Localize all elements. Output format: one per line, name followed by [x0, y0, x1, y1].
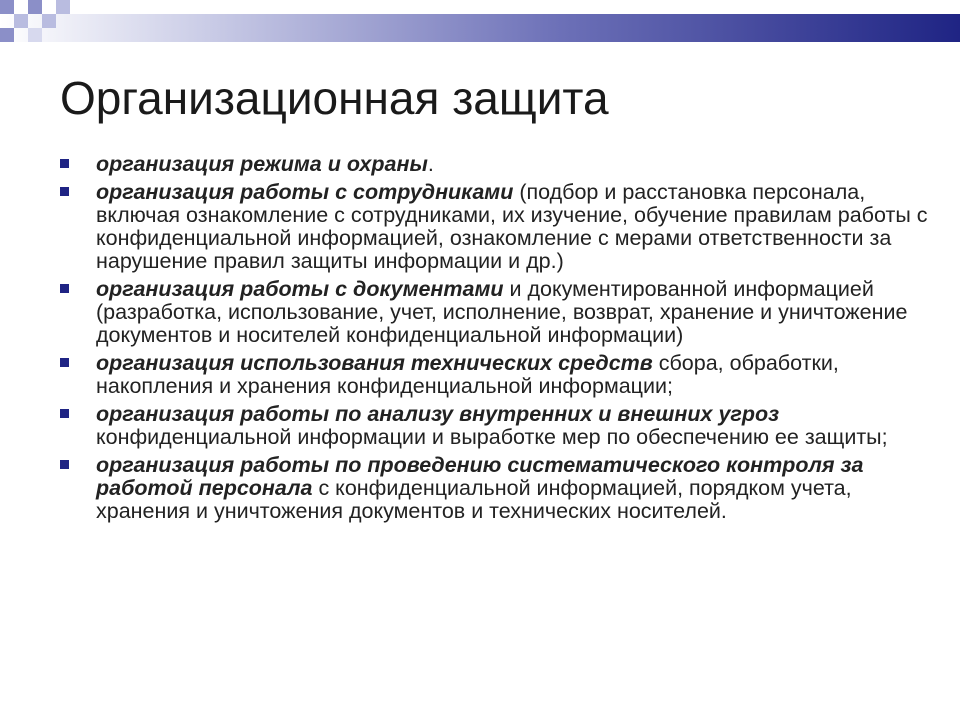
- decor-square: [42, 14, 56, 28]
- list-item: [58, 403, 938, 449]
- decor-square: [0, 28, 14, 42]
- square-bullet-icon: [60, 409, 69, 418]
- list-item: [58, 454, 938, 523]
- decor-square: [56, 0, 70, 14]
- item-body: .: [427, 152, 434, 176]
- item-body: (подбор и расстановка персонала, включая ознакомление с сотрудниками, их изучение, обучение правилам работы с конфиденциальной информацией, ознакомление с мерами ответственности за нарушение правил защиты информации и др.): [96, 180, 928, 273]
- decor-square: [28, 0, 42, 14]
- square-bullet-icon: [60, 187, 69, 196]
- item-body: конфиденциальной информации и выработке мер по обеспечению ее защиты;: [96, 425, 888, 449]
- square-bullet-icon: [60, 284, 69, 293]
- item-heading: организация режима и охраны: [96, 152, 428, 176]
- list-item: [58, 278, 938, 347]
- decor-square: [0, 0, 14, 14]
- square-bullet-icon: [60, 460, 69, 469]
- bullet-list: [58, 153, 938, 528]
- item-body: и документированной информацией (разработка, использование, учет, исполнение, возврат, хранение и уничтожение документов и носителей конфиденциальной информации): [96, 277, 908, 347]
- list-item: [58, 181, 938, 273]
- list-item: [58, 153, 938, 176]
- decor-square: [28, 28, 42, 42]
- square-bullet-icon: [60, 159, 69, 168]
- item-heading: организация работы по проведению систематического контроля за работой персонала: [96, 453, 864, 500]
- item-heading: организация работы с сотрудниками: [96, 180, 514, 204]
- item-body: с конфиденциальной информацией, порядком учета, хранения и уничтожения документов и технических носителей.: [96, 476, 852, 523]
- item-heading: организация работы с документами: [96, 277, 504, 301]
- page-title: Организационная защита: [60, 72, 609, 124]
- square-bullet-icon: [60, 358, 69, 367]
- item-body: сбора, обработки, накопления и хранения конфиденциальной информации;: [96, 351, 839, 398]
- header-gradient-band: [0, 14, 960, 42]
- decor-square: [14, 14, 28, 28]
- item-heading: организация работы по анализу внутренних и внешних угроз: [96, 402, 780, 426]
- item-heading: организация использования технических средств: [96, 351, 653, 375]
- list-item: [58, 352, 938, 398]
